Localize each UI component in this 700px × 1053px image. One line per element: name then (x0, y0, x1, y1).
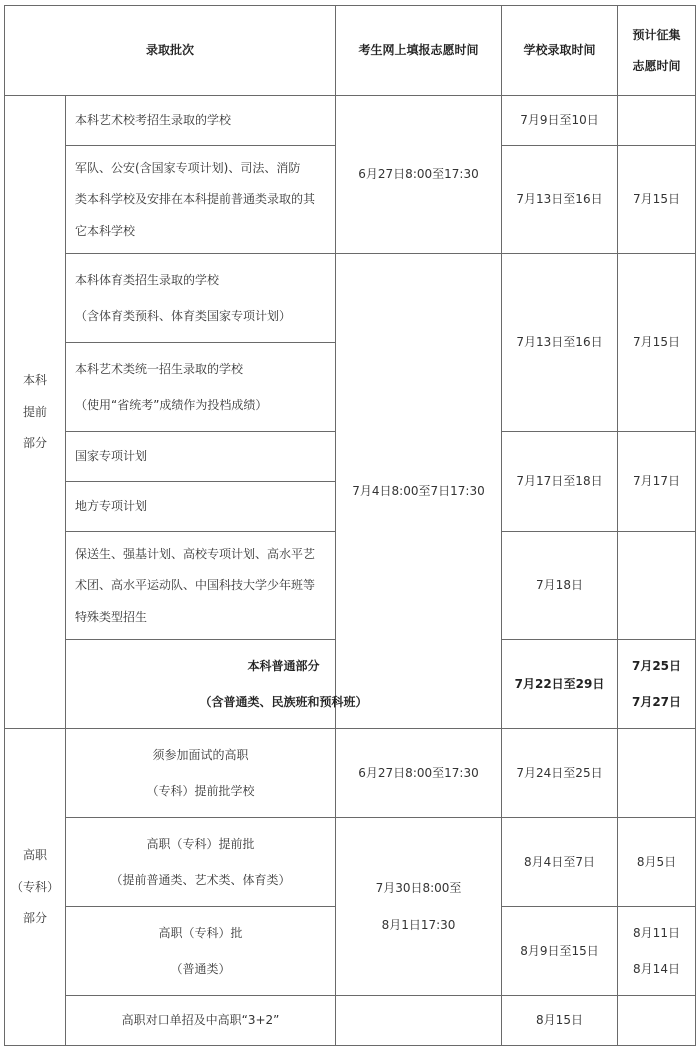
apply-time-early1: 6月27日8:00至17:30 (336, 96, 502, 254)
row-voc-interview-line2: （专科）提前批学校 (146, 784, 255, 798)
collect-time-art-school (618, 96, 696, 146)
collect-time-special-types (618, 532, 696, 640)
admit-time-special-types: 7月18日 (502, 532, 618, 640)
admission-schedule-table (4, 5, 696, 1046)
row-voc-early-line2: （提前普通类、艺术类、体育类） (110, 873, 291, 887)
row-special-types (66, 532, 336, 640)
collect-time-voc-batch (618, 907, 696, 996)
row-military-line3: 它本科学校 (75, 223, 136, 238)
header-batch: 录取批次 (5, 6, 336, 96)
apply-time-voc-line2: 8月1日17:30 (381, 917, 456, 932)
group-label-line2: （专科） (11, 879, 60, 894)
collect-time-voc-interview (618, 729, 696, 818)
header-row (5, 6, 696, 96)
row-voc-batch-line1: 高职（专科）批 (158, 925, 243, 940)
group-label-line3: 部分 (22, 436, 47, 451)
row-voc-batch-line2: （普通类） (170, 962, 231, 976)
admit-time-special-plans: 7月17日至18日 (502, 432, 618, 532)
apply-time-voc-line1: 7月30日8:00至 (375, 881, 462, 896)
table-row (5, 96, 696, 146)
collect-time-military: 7月15日 (618, 146, 696, 254)
row-special-types-line1: 保送生、强基计划、高校专项计划、高水平艺 (75, 546, 316, 561)
row-military-line2: 类本科学校及安排在本科提前普通类录取的其 (75, 192, 316, 207)
admit-time-voc-single: 8月15日 (502, 996, 618, 1046)
collect-time-voc-early: 8月5日 (618, 818, 696, 907)
row-sports-line1: 本科体育类招生录取的学校 (75, 272, 220, 287)
admit-time-regular: 7月22日至29日 (502, 640, 618, 729)
row-military (66, 146, 336, 254)
row-voc-interview-line1: 须参加面试的高职 (152, 747, 249, 762)
row-sports (66, 254, 336, 343)
group-label-line1: 高职 (22, 848, 47, 863)
collect-time-special-plans: 7月17日 (618, 432, 696, 532)
collect-time-regular-line2: 7月27日 (631, 695, 682, 709)
collect-time-voc-batch-line2: 8月14日 (633, 962, 680, 976)
collect-time-voc-single (618, 996, 696, 1046)
group-label-line2: 提前 (22, 404, 47, 419)
row-special-types-line2: 术团、高水平运动队、中国科技大学少年班等 (75, 578, 316, 593)
row-art-unified-line1: 本科艺术类统一招生录取的学校 (75, 361, 244, 376)
row-local-special: 地方专项计划 (66, 482, 336, 532)
admit-time-voc-early: 8月4日至7日 (502, 818, 618, 907)
table-row (5, 818, 696, 907)
row-art-unified-line2: （使用“省统考”成绩作为投档成绩） (75, 398, 268, 412)
apply-time-main: 7月4日8:00至7日17:30 (336, 254, 502, 729)
header-admit-time: 学校录取时间 (502, 6, 618, 96)
row-voc-early-line1: 高职（专科）提前批 (146, 836, 255, 851)
admit-time-voc-batch: 8月9日至15日 (502, 907, 618, 996)
row-voc-batch (66, 907, 336, 996)
collect-time-regular-line1: 7月25日 (631, 658, 682, 673)
group-ben-ke-ti-qian (5, 96, 66, 729)
table-row (5, 996, 696, 1046)
row-regular (66, 640, 502, 729)
header-collect-time (618, 6, 696, 96)
collect-time-sports-art: 7月15日 (618, 254, 696, 432)
apply-time-voc-interview: 6月27日8:00至17:30 (336, 729, 502, 818)
collect-time-regular (618, 640, 696, 729)
table-row (5, 254, 696, 343)
row-special-types-line3: 特殊类型招生 (75, 609, 148, 624)
row-military-line1: 军队、公安(含国家专项计划)、司法、消防 (75, 160, 301, 175)
group-label-line3: 部分 (22, 911, 47, 926)
row-sports-line2: （含体育类预科、体育类国家专项计划） (75, 309, 292, 323)
group-label-line1: 本科 (22, 373, 47, 388)
row-national-special: 国家专项计划 (66, 432, 336, 482)
row-art-school: 本科艺术校考招生录取的学校 (66, 96, 336, 146)
table-row (5, 729, 696, 818)
row-voc-early (66, 818, 336, 907)
row-voc-interview (66, 729, 336, 818)
row-regular-line1: 本科普通部分 (247, 658, 320, 673)
row-regular-line2: （含普通类、民族班和预科班） (199, 695, 368, 709)
row-art-unified (66, 343, 336, 432)
row-voc-single: 高职对口单招及中高职“3+2” (66, 996, 336, 1046)
header-collect-time-line2: 志愿时间 (632, 59, 681, 73)
admit-time-art-school: 7月9日至10日 (502, 96, 618, 146)
admit-time-sports-art: 7月13日至16日 (502, 254, 618, 432)
table-row (5, 640, 696, 729)
header-apply-time: 考生网上填报志愿时间 (336, 6, 502, 96)
group-gao-zhi (5, 729, 66, 1046)
admit-time-military: 7月13日至16日 (502, 146, 618, 254)
collect-time-voc-batch-line1: 8月11日 (633, 925, 680, 940)
header-collect-time-line1: 预计征集 (632, 27, 681, 42)
apply-time-voc (336, 818, 502, 996)
admit-time-voc-interview: 7月24日至25日 (502, 729, 618, 818)
apply-time-voc-single (336, 996, 502, 1046)
